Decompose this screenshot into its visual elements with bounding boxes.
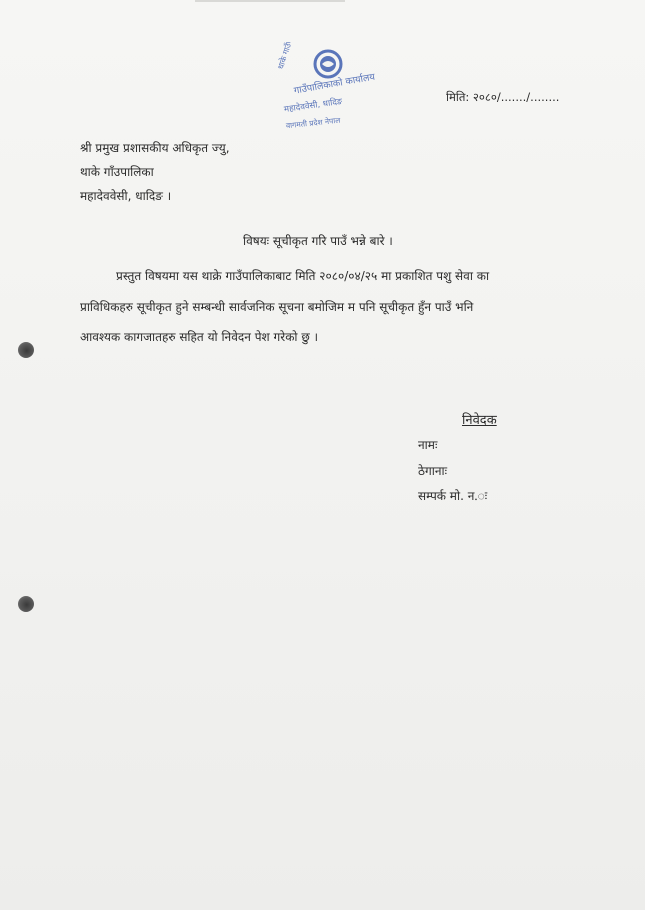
body-line-1: प्रस्तुत विषयमा यस थाक्रे गाउँपालिकाबाट मिति २०८०/०४/२५ मा प्रकाशित पशु सेवा का	[116, 269, 490, 283]
applicant-heading: निवेदक	[462, 413, 497, 428]
body-line-3: आवश्यक कागजातहरु सहित यो निवेदन पेश गरेको छु ।	[80, 330, 319, 344]
recipient-line-1: श्री प्रमुख प्रशासकीय अधिकृत ज्यु,	[80, 141, 230, 155]
stamp-text-3: महादेववेसी, धादिङ	[283, 96, 343, 115]
recipient-line-3: महादेववेसी, धादिङ ।	[80, 189, 172, 203]
punch-hole-top	[18, 342, 34, 358]
date-field: मिति: २०८०/......./........	[446, 90, 560, 104]
recipient-line-2: थाके गाँउपालिका	[80, 165, 154, 179]
office-stamp	[272, 42, 382, 137]
applicant-name-label: नामः	[418, 438, 438, 452]
stamp-text-4: वागमती प्रदेश नेपाल	[285, 115, 341, 131]
applicant-address-label: ठेगानाः	[418, 464, 448, 478]
stamp-text-2: गाउँपालिकाको कार्यालय	[293, 71, 376, 97]
applicant-contact-label: सम्पर्क मो. न.ः	[418, 489, 488, 503]
punch-hole-bottom	[18, 596, 34, 612]
stamp-text-1: धाके गाउँपालिका	[276, 42, 300, 71]
top-edge-line	[195, 0, 345, 2]
body-line-2: प्राविधिकहरु सूचीकृत हुने सम्बन्धी सार्वजनिक सूचना बमोजिम म पनि सूचीकृत हुँन पाउँ भनि	[80, 300, 474, 314]
subject-line: विषयः सूचीकृत गरि पाउँ भन्ने बारे ।	[243, 234, 393, 248]
